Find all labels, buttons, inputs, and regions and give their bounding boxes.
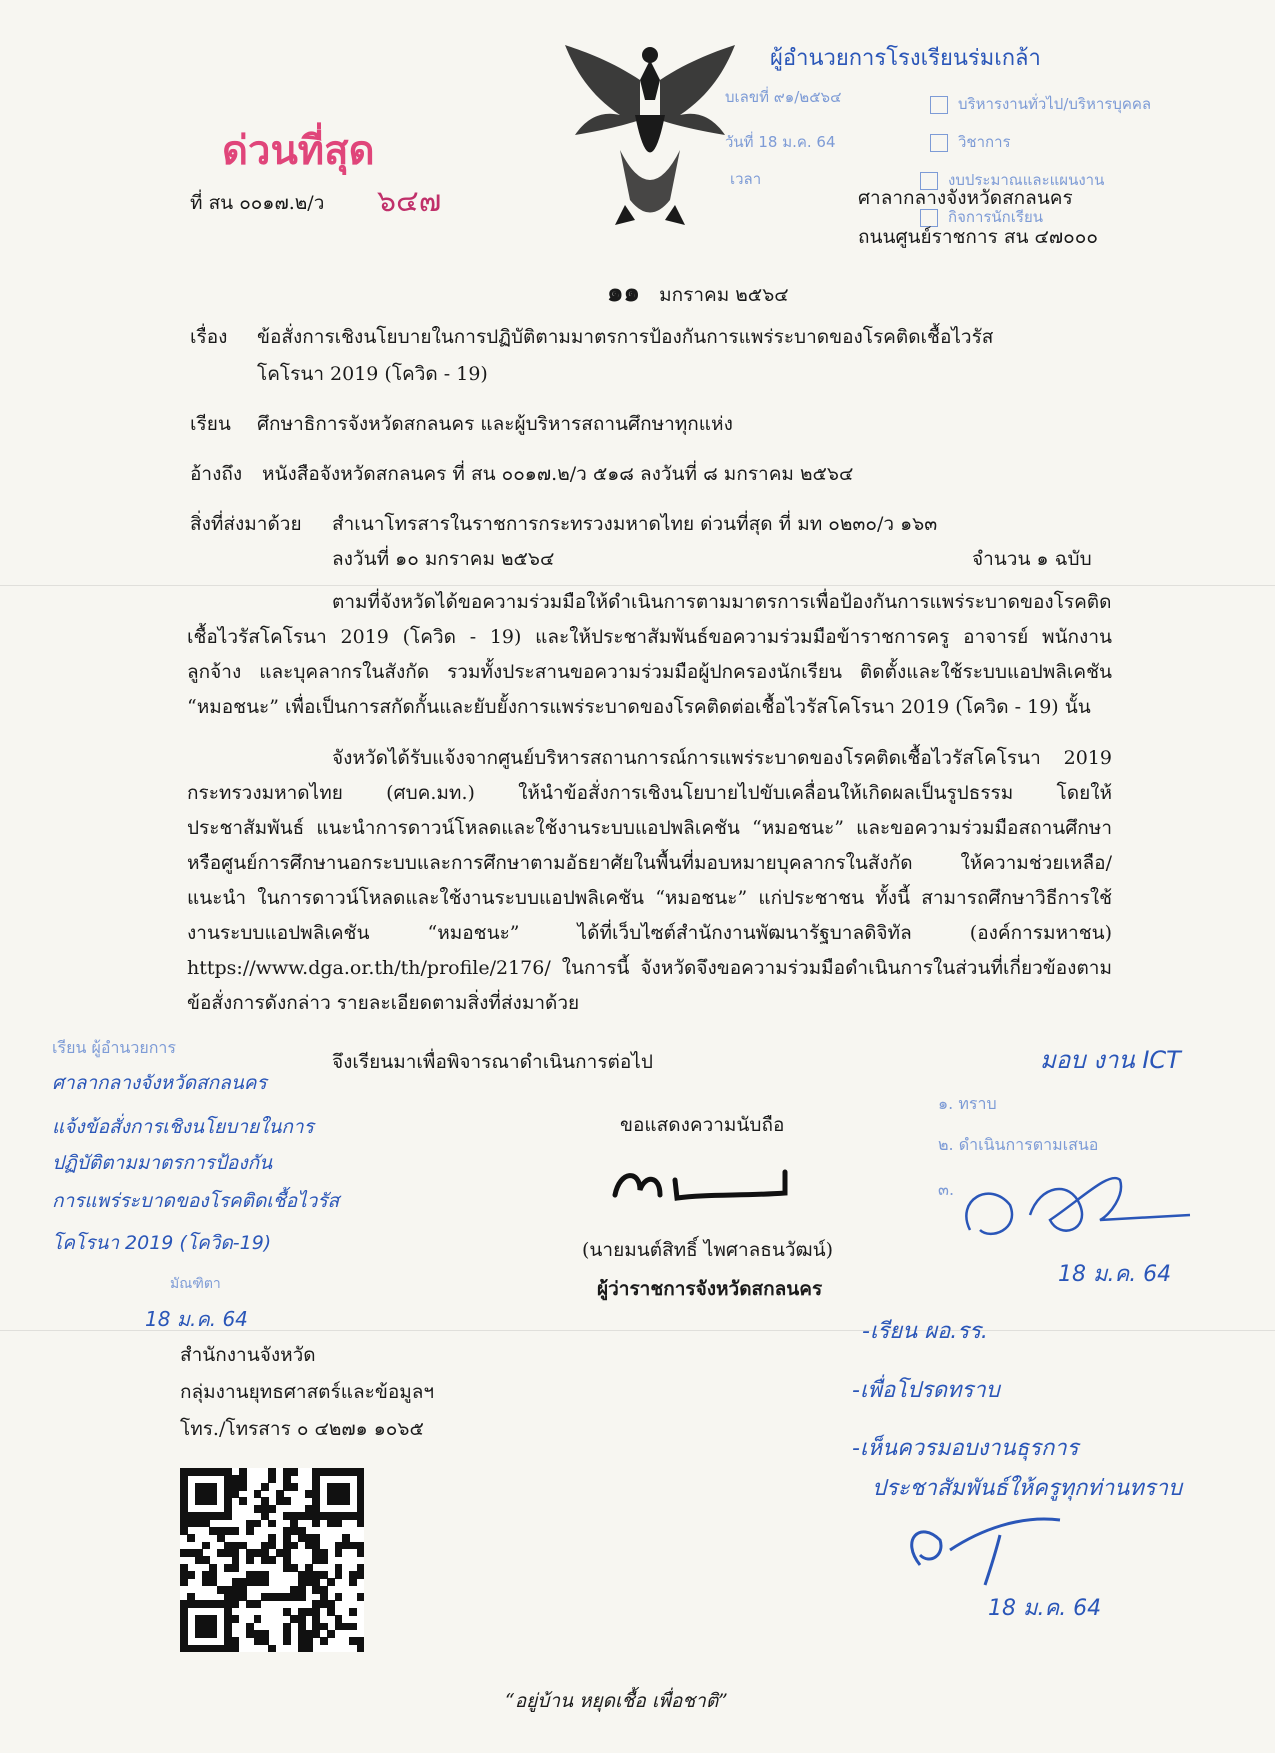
qr-module — [246, 1527, 254, 1535]
qr-module — [283, 1637, 291, 1645]
qr-module — [342, 1497, 350, 1505]
footer-office: สำนักงานจังหวัด — [180, 1344, 316, 1366]
qr-code-icon — [180, 1468, 364, 1652]
qr-module — [268, 1505, 276, 1513]
qr-module — [232, 1527, 240, 1535]
qr-module — [268, 1520, 276, 1528]
qr-module — [246, 1556, 254, 1564]
note-right-item-1: ๑. ทราบ — [938, 1094, 997, 1113]
stamp-option-2: วิชาการ — [930, 130, 1011, 154]
qr-module — [254, 1600, 262, 1608]
office-address: ถนนศูนย์ราชการ สน ๔๗๐๐๐ — [858, 226, 1098, 248]
qr-module — [320, 1637, 328, 1645]
document-date: ๑๑ มกราคม ๒๕๖๔ — [607, 278, 789, 308]
note-right-item-3: ๓. — [938, 1180, 955, 1199]
qr-module — [261, 1578, 269, 1586]
qr-module — [232, 1615, 240, 1623]
note-left-line-5: โคโรนา 2019 (โควิด-19) — [52, 1232, 272, 1254]
qr-module — [349, 1578, 357, 1586]
qr-module — [283, 1497, 291, 1505]
qr-module — [232, 1645, 240, 1653]
note-bottom-line-2: -เพื่อโปรดทราบ — [852, 1378, 1000, 1403]
signature-mark-icon — [605, 1160, 795, 1210]
qr-module — [254, 1520, 262, 1528]
closing-text: ขอแสดงความนับถือ — [620, 1114, 785, 1136]
to-label: เรียน — [190, 413, 231, 435]
subject-line-1: ข้อสั่งการเชิงนโยบายในการปฏิบัติตามมาตรการป้องกันการแพร่ระบาดของโรคติดเชื้อไวรัส — [257, 326, 994, 348]
qr-module — [327, 1630, 335, 1638]
qr-module — [209, 1630, 217, 1638]
enclosure-line-2: ลงวันที่ ๑๐ มกราคม ๒๕๖๔ — [332, 548, 555, 570]
ref-number-label: ที่ สน ๐๐๑๗.๒/ว — [190, 192, 325, 214]
note-left-line-3: ปฏิบัติตามมาตรการป้องกัน — [52, 1152, 273, 1174]
qr-module — [349, 1608, 357, 1616]
note-bottom-line-1: -เรียน ผอ.รร. — [862, 1319, 988, 1344]
reference-text: หนังสือจังหวัดสกลนคร ที่ สน ๐๐๑๗.๒/ว ๕๑๘ ลงวันที่ ๘ มกราคม ๒๕๖๔ — [262, 463, 854, 485]
enclosure-line-1: สำเนาโทรสารในราชการกระทรวงมหาดไทย ด่วนที่สุด ที่ มท ๐๒๓๐/ว ๑๖๓ — [332, 513, 938, 535]
qr-module — [239, 1497, 247, 1505]
enclosure-label: สิ่งที่ส่งมาด้วย — [190, 513, 302, 535]
note-left-date: 18 ม.ค. 64 — [145, 1307, 248, 1331]
note-right-item-2: ๒. ดำเนินการตามเสนอ — [938, 1135, 1099, 1154]
qr-module — [268, 1475, 276, 1483]
qr-module — [335, 1593, 343, 1601]
note-left-line-1: ศาลากลางจังหวัดสกลนคร — [52, 1072, 267, 1094]
qr-module — [312, 1520, 320, 1528]
qr-module — [261, 1483, 269, 1491]
stamp-time: เวลา — [730, 170, 762, 188]
checkbox-icon — [930, 134, 948, 152]
note-right-signature-icon — [950, 1160, 1200, 1250]
note-left-line-2: แจ้งข้อสั่งการเชิงนโยบายในการ — [52, 1116, 314, 1138]
qr-module — [239, 1483, 247, 1491]
garuda-emblem-icon — [560, 40, 740, 230]
body-paragraph-1: ตามที่จังหวัดได้ขอความร่วมมือให้ดำเนินการตามมาตรการเพื่อป้องกันการแพร่ระบาดของโรคติดเชื้อไวรัสโคโรนา 2019 (โควิด - 19) และให้ประชาสัมพันธ์ขอความร่วมมือข้าราชการครู อาจารย์ พนักงาน ลูกจ้าง และบุคลากรในสังกัด รวมทั้งประสานขอความร่วมมือผู้ปกครองนักเรียน ติดตั้งและใช้ระบบแอปพลิเคชัน “หมอชนะ” เพื่อเป็นการสกัดกั้นและยับยั้งการแพร่ระบาดของโรคติดต่อเชื้อไวรัสโคโรนา 2019 (โควิด - 19) นั้น — [187, 591, 1112, 718]
stamp-date: วันที่ 18 ม.ค. 64 — [725, 133, 836, 151]
subject-label: เรื่อง — [190, 326, 228, 348]
qr-module — [187, 1571, 195, 1579]
qr-module — [357, 1571, 365, 1579]
note-right-date: 18 ม.ค. 64 — [1058, 1262, 1172, 1287]
qr-module — [305, 1645, 313, 1653]
stamp-option-3: งบประมาณและแผนงาน — [920, 168, 1104, 192]
note-bottom-line-4: ประชาสัมพันธ์ให้ครูทุกท่านทราบ — [872, 1476, 1182, 1501]
stamp-receive-no: บเลขที่ ๙๑/๒๕๖๔ — [725, 88, 842, 106]
qr-module — [268, 1645, 276, 1653]
slogan: “อยู่บ้าน หยุดเชื้อ เพื่อชาติ” — [505, 1690, 728, 1712]
note-right-top: มอบ งาน ICT — [1040, 1046, 1181, 1074]
qr-module — [357, 1593, 365, 1601]
signer-name: (นายมนต์สิทธิ์ ไพศาลธนวัฒน์) — [582, 1239, 834, 1261]
qr-module — [357, 1549, 365, 1557]
qr-module — [232, 1564, 240, 1572]
note-left-heading: เรียน ผู้อำนวยการ — [52, 1038, 176, 1057]
signer-position: ผู้ว่าราชการจังหวัดสกลนคร — [597, 1278, 823, 1300]
stamp-option-4: กิจการนักเรียน — [920, 205, 1043, 229]
qr-module — [187, 1534, 195, 1542]
qr-module — [290, 1542, 298, 1550]
qr-module — [327, 1578, 335, 1586]
to-text: ศึกษาธิการจังหวัดสกลนคร และผู้บริหารสถานศึกษาทุกแห่ง — [257, 413, 733, 435]
qr-module — [268, 1556, 276, 1564]
note-bottom-line-3: -เห็นควรมอบงานธุรการ — [852, 1436, 1079, 1461]
qr-module — [320, 1556, 328, 1564]
qr-module — [232, 1600, 240, 1608]
qr-module — [202, 1542, 210, 1550]
qr-module — [298, 1593, 306, 1601]
qr-module — [209, 1497, 217, 1505]
stamp-option-1: บริหารงานทั่วไป/บริหารบุคคล — [930, 92, 1151, 116]
note-left-signer: มัณฑิตา — [170, 1276, 221, 1292]
checkbox-icon — [930, 96, 948, 114]
qr-module — [357, 1645, 365, 1653]
qr-module — [335, 1549, 343, 1557]
stamp-title: ผู้อำนวยการโรงเรียนร่มเกล้า — [770, 46, 1041, 71]
body-paragraph-3: จึงเรียนมาเพื่อพิจารณาดำเนินการต่อไป — [332, 1051, 653, 1073]
footer-phone: โทร./โทรสาร ๐ ๔๒๗๑ ๑๐๖๕ — [180, 1418, 424, 1440]
qr-module — [290, 1468, 298, 1476]
subject-line-2: โคโรนา 2019 (โควิด - 19) — [257, 363, 488, 385]
office-name: ศาลากลางจังหวัดสกลนคร — [858, 187, 1073, 209]
urgency-label: ด่วนที่สุด — [222, 128, 375, 174]
qr-module — [335, 1571, 343, 1579]
enclosure-count: จำนวน ๑ ฉบับ — [972, 548, 1092, 570]
qr-module — [290, 1483, 298, 1491]
note-bottom-signature-icon — [890, 1510, 1070, 1590]
qr-module — [180, 1578, 188, 1586]
footer-division: กลุ่มงานยุทธศาสตร์และข้อมูลฯ — [180, 1381, 435, 1403]
note-bottom-date: 18 ม.ค. 64 — [988, 1596, 1102, 1621]
reference-label: อ้างถึง — [190, 463, 243, 485]
body-paragraph-2: จังหวัดได้รับแจ้งจากศูนย์บริหารสถานการณ์การแพร่ระบาดของโรคติดเชื้อไวรัสโคโรนา 2019 กระทรวงมหาดไทย (ศบค.มท.) ให้นำข้อสั่งการเชิงนโยบายไปขับเคลื่อนให้เกิดผลเป็นรูปธรรม โดยให้ประชาสัมพันธ์ แนะนำการดาวน์โหลดและใช้งานระบบแอปพลิเคชัน “หมอชนะ” และขอความร่วมมือสถานศึกษาหรือศูนย์การศึกษานอกระบบและการศึกษาตามอัธยาศัยในพื้นที่มอบหมายบุคลากรในสังกัด ให้ความช่วยเหลือ/แนะนำ ในการดาวน์โหลดและใช้งานระบบแอปพลิเคชัน “หมอชนะ” แก่ประชาชน ทั้งนี้ สามารถศึกษาวิธีการใช้งานระบบแอปพลิเคชัน “หมอชนะ” ได้ที่เว็บไซต์สำนักงานพัฒนารัฐบาลดิจิทัล (องค์การมหาชน) https://www.dga.or.th/th/profile/2176/ ในการนี้ จังหวัดจึงขอความร่วมมือดำเนินการในส่วนที่เกี่ยวข้องตามข้อสั่งการดังกล่าว รายละเอียดตามสิ่งที่ส่งมาด้วย — [187, 747, 1112, 1014]
qr-module — [254, 1615, 262, 1623]
qr-module — [349, 1623, 357, 1631]
qr-module — [335, 1520, 343, 1528]
ref-number-handwritten: ๖๔๗ — [377, 184, 442, 219]
qr-module — [357, 1520, 365, 1528]
note-left-line-4: การแพร่ระบาดของโรคติดเชื้อไวรัส — [52, 1190, 340, 1212]
qr-module — [224, 1512, 232, 1520]
